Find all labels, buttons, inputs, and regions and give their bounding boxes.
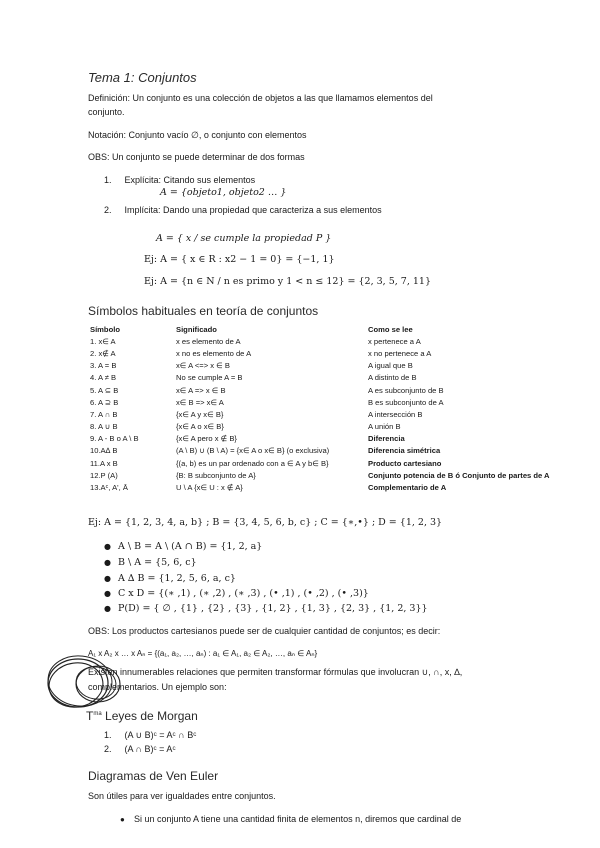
list-item-text: Si un conjunto A tiene una cantidad finita de elementos n, diremos que cardinal de xyxy=(134,814,462,824)
theorem-abbrev: T xyxy=(86,709,94,723)
theorem-superscript: ma xyxy=(93,711,102,717)
list-item xyxy=(104,743,176,756)
table-cell: 8. A ∪ B xyxy=(90,422,118,432)
table-cell: Producto cartesiano xyxy=(368,458,442,468)
table-cell: x∈ A => x ∈ B xyxy=(176,385,226,395)
list-item-text: (A ∪ B)ᶜ = Aᶜ ∩ Bᶜ xyxy=(124,730,197,740)
list-number: 1. xyxy=(104,730,112,740)
list-item-label: Implícita: Dando una propiedad que caracteriza a sus elementos xyxy=(124,205,382,215)
section-heading-venn: Diagramas de Ven Euler xyxy=(88,769,219,783)
symbols-table xyxy=(90,323,578,494)
bullet-icon: ● xyxy=(104,604,111,613)
relations-text: Existen innumerables relaciones que permiten transformar fórmulas que involucran ∪, ∩, x, ∆, xyxy=(88,667,463,677)
sets-example: Ej: A = {1, 2, 3, 4, a, b} ; B = {3, 4, 5, 6, b, c} ; C = {∗,•} ; D = {1, 2, 3} xyxy=(88,517,443,528)
list-item xyxy=(104,557,197,568)
table-row xyxy=(90,335,578,347)
table-cell: x no pertenece a A xyxy=(368,348,432,358)
table-row xyxy=(90,481,578,493)
morgan-heading-text: Leyes de Morgan xyxy=(105,709,198,723)
column-header: Símbolo xyxy=(90,324,120,334)
table-cell: A es subconjunto de B xyxy=(368,385,444,395)
list-item xyxy=(104,729,196,742)
list-item-implicit xyxy=(104,204,382,217)
table-cell: 2. x∉ A xyxy=(90,348,116,358)
table-cell: 4. A ≠ B xyxy=(90,373,117,383)
table-header-row xyxy=(90,323,578,335)
table-row xyxy=(90,433,578,445)
definition-text: Definición: Un conjunto es una colección de objetos a las que llamamos elementos del xyxy=(88,93,433,103)
bullet-icon: ● xyxy=(120,815,125,824)
column-header: Como se lee xyxy=(368,324,413,334)
table-row xyxy=(90,445,578,457)
list-number: 2. xyxy=(104,744,112,754)
table-row xyxy=(90,347,578,359)
table-row xyxy=(90,469,578,481)
table-cell: Conjunto potencia de B ó Conjunto de partes de A xyxy=(368,470,550,480)
table-cell: {x∈ A o x∈ B} xyxy=(176,422,224,432)
list-item-text: A \ B = A \ (A ∩ B) = {1, 2, a} xyxy=(118,541,263,552)
table-cell: 13.Aᶜ, A', Ā xyxy=(90,483,128,493)
table-cell: 6. A ⊇ B xyxy=(90,397,119,407)
relations-text-cont: complementarios. Un ejemplo son: xyxy=(88,682,227,692)
list-item-text: (A ∩ B)ᶜ = Aᶜ xyxy=(124,744,176,754)
table-row xyxy=(90,372,578,384)
table-cell: Diferencia xyxy=(368,434,405,444)
table-cell: No se cumple A = B xyxy=(176,373,243,383)
section-heading-symbols: Símbolos habituales en teoría de conjuntos xyxy=(88,304,319,318)
table-cell: {x∈ A y x∈ B} xyxy=(176,409,224,419)
table-cell: A unión B xyxy=(368,422,401,432)
table-cell: x es elemento de A xyxy=(176,336,241,346)
table-cell: 9. A - B o A \ B xyxy=(90,434,139,444)
list-item xyxy=(104,573,236,584)
table-cell: 7. A ∩ B xyxy=(90,409,118,419)
list-number: 1. xyxy=(104,175,112,185)
table-cell: x no es elemento de A xyxy=(176,348,252,358)
list-item xyxy=(104,603,428,614)
table-cell: 11.A x B xyxy=(90,458,118,468)
table-cell: 5. A ⊆ B xyxy=(90,385,119,395)
column-header: Significado xyxy=(176,324,217,334)
table-cell: Diferencia simétrica xyxy=(368,446,441,456)
list-item-text: A ∆ B = {1, 2, 5, 6, a, c} xyxy=(118,573,236,584)
table-cell: x∈ A <=> x ∈ B xyxy=(176,361,230,371)
table-row xyxy=(90,408,578,420)
list-item-label: Explícita: Citando sus elementos xyxy=(124,175,256,185)
list-item-text: C x D = {(∗ ,1) , (∗ ,2) , (∗ ,3) , (• ,1) , (• ,2) , (• ,3)} xyxy=(118,588,369,599)
bullet-icon: ● xyxy=(104,589,111,598)
obs-text: OBS: Los productos cartesianos puede ser de cualquier cantidad de conjuntos; es decir: xyxy=(88,626,441,636)
table-cell: x pertenece a A xyxy=(368,336,421,346)
explicit-formula: A = {objeto1, objeto2 … } xyxy=(160,187,287,198)
list-item xyxy=(104,588,369,599)
table-cell: U \ A {x∈ U : x ∉ A} xyxy=(176,483,243,493)
table-cell: {B: B subconjunto de A} xyxy=(176,470,256,480)
list-item-text: P(D) = { ∅ , {1} , {2} , {3} , {1, 2} , {1, 3} , {2, 3} , {1, 2, 3}} xyxy=(118,603,428,614)
table-cell: {(a, b) es un par ordenado con a ∈ A y b∈ B} xyxy=(176,458,329,468)
bullet-icon: ● xyxy=(104,558,111,567)
bullet-icon: ● xyxy=(104,574,111,583)
table-cell: Complementario de A xyxy=(368,483,447,493)
bullet-icon: ● xyxy=(104,542,111,551)
list-number: 2. xyxy=(104,205,112,215)
example-line: Ej: A = {n ∈ N / n es primo y 1 < n ≤ 12} = {2, 3, 5, 7, 11} xyxy=(144,276,432,287)
list-item xyxy=(104,541,262,552)
obs-text: OBS: Un conjunto se puede determinar de dos formas xyxy=(88,152,305,162)
definition-text-cont: conjunto. xyxy=(88,107,125,117)
section-heading-morgan xyxy=(86,709,198,723)
table-row xyxy=(90,457,578,469)
table-cell: B es subconjunto de A xyxy=(368,397,444,407)
page-title: Tema 1: Conjuntos xyxy=(88,70,197,85)
table-row xyxy=(90,421,578,433)
table-cell: x∈ B => x∈ A xyxy=(176,397,224,407)
cartesian-general: A₁ x A₂ x … x Aₙ = {(a₁, a₂, …, aₙ) : a₁ ∈ A₁, a₂ ∈ A₂, …, aₙ ∈ Aₙ} xyxy=(88,649,318,658)
table-cell: {x∈ A pero x ∉ B} xyxy=(176,434,237,444)
table-cell: (A \ B) ∪ (B \ A) = {x∈ A o x∈ B} (o exclusiva) xyxy=(176,446,330,456)
table-cell: 3. A = B xyxy=(90,361,117,371)
implicit-formula: A = { x / se cumple la propiedad P } xyxy=(156,233,332,244)
table-cell: 1. x∈ A xyxy=(90,336,116,346)
table-row xyxy=(90,360,578,372)
table-row xyxy=(90,384,578,396)
table-cell: A intersección B xyxy=(368,409,423,419)
table-cell: A distinto de B xyxy=(368,373,417,383)
list-item-explicit xyxy=(104,174,255,187)
list-item xyxy=(120,813,461,826)
table-cell: 10.A∆ B xyxy=(90,446,118,456)
table-cell: 12.P (A) xyxy=(90,470,118,480)
table-cell: A igual que B xyxy=(368,361,413,371)
notation-text: Notación: Conjunto vacío ∅, o conjunto con elementos xyxy=(88,130,307,140)
table-row xyxy=(90,396,578,408)
example-line: Ej: A = { x ∈ R : x2 − 1 = 0} = {−1, 1} xyxy=(144,254,335,265)
venn-text: Son útiles para ver igualdades entre conjuntos. xyxy=(88,791,276,801)
list-item-text: B \ A = {5, 6, c} xyxy=(118,557,197,568)
